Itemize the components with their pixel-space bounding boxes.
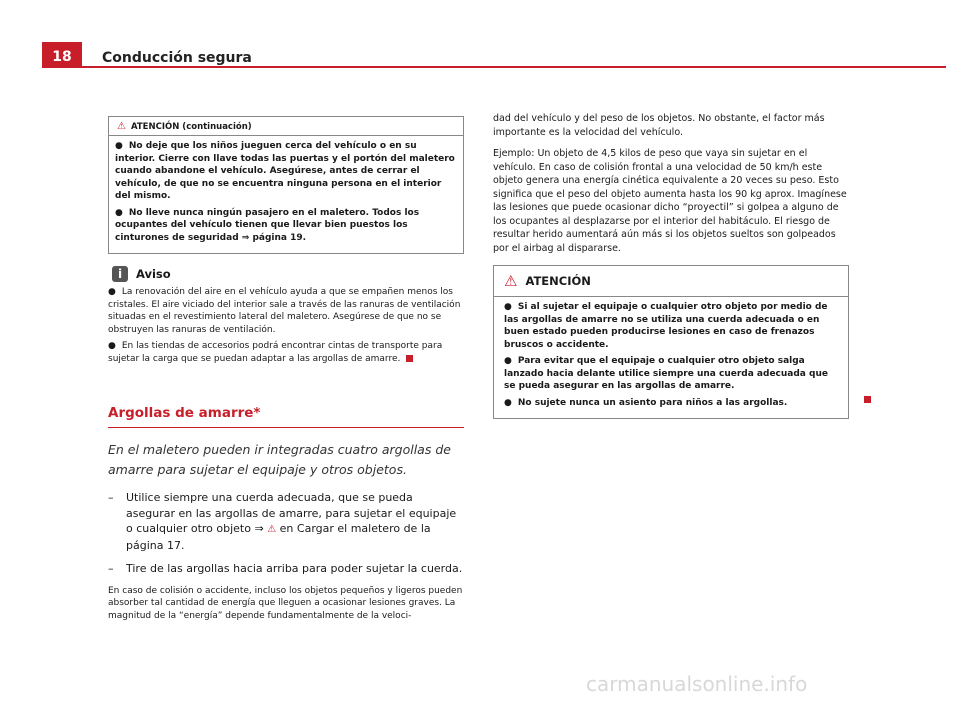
bullet-icon: ● xyxy=(108,287,116,297)
body-paragraph: dad del vehículo y del peso de los objetos. No obstante, el factor más importante es la velocidad del vehículo. xyxy=(493,113,825,138)
dash-icon: – xyxy=(108,491,114,504)
warning-triangle-icon: ⚠ xyxy=(117,121,126,132)
bullet-icon: ● xyxy=(115,207,123,218)
warning-item: ● Para evitar que el equipaje o cualquier otro objeto salga lanzado hacia delante utilice siempre una cuerda adecuada que se pueda asegurar en las argollas de amarre. xyxy=(504,356,828,391)
bullet-icon: ● xyxy=(504,302,512,312)
page-header-title: Conducción segura xyxy=(102,50,252,66)
dash-icon: – xyxy=(108,562,114,575)
section-intro: En el maletero pueden ir integradas cuatro argollas de amarre para sujetar el equipaje y otros objetos. xyxy=(108,442,451,477)
warning-title: ATENCIÓN xyxy=(525,274,591,288)
watermark: carmanualsonline.info xyxy=(586,672,808,696)
step-item: – Utilice siempre una cuerda adecuada, que se pueda asegurar en las argollas de amarre, para sujetar el equipaje o cualquier otro objeto ⇒ ⚠ en Cargar el maletero de la página 17. xyxy=(108,491,457,552)
warning-body xyxy=(494,297,848,418)
warning-title: ATENCIÓN (continuación) xyxy=(130,121,252,132)
page-number: 18 xyxy=(42,42,82,68)
warning-item: ● No deje que los niños jueguen cerca del vehículo o en su interior. Cierre con llave todas las puertas y el portón del maletero cuando abandone el vehículo. Asegúrese, antes de cerrar el vehículo, de que no se encuentra ninguna persona en el interior del mismo. xyxy=(115,141,455,201)
aviso-note xyxy=(108,266,464,365)
aviso-title: Aviso xyxy=(136,267,171,281)
warning-body xyxy=(109,136,463,253)
body-paragraph: En caso de colisión o accidente, incluso los objetos pequeños y ligeros pueden absorber tal cantidad de energía que lleguen a ocasionar lesiones graves. La magnitud de la “energía” depende fundamentalmente de la veloci- xyxy=(108,585,463,621)
aviso-item: ● En las tiendas de accesorios podrá encontrar cintas de transporte para sujetar la carga que se puedan adaptar a las argollas de amarre. xyxy=(108,341,443,364)
left-column xyxy=(108,116,464,622)
warning-header xyxy=(494,266,848,297)
info-icon: i xyxy=(112,266,128,282)
warning-item: ● No lleve nunca ningún pasajero en el maletero. Todos los ocupantes del vehículo tienen que llevar bien puestos los cinturones de seguridad ⇒ página 19. xyxy=(115,207,420,243)
end-marker-icon xyxy=(406,355,413,362)
body-paragraph: Ejemplo: Un objeto de 4,5 kilos de peso que vaya sin sujetar en el vehículo. En caso de colisión frontal a una velocidad de 50 km/h este objeto genera una energía cinética equivalente a 20 veces su peso. Esto significa que el peso del objeto aumenta hasta los 90 kg aprox. Imagínese las lesiones que puede ocasionar dicho “proyectil” si golpea a alguno de los ocupantes al desplazarse por el interior del habitáculo. El riesgo de resultar herido aumentará aún más si los objetos sueltos son golpeados por el airbag al dispararse. xyxy=(493,148,847,254)
warning-box xyxy=(493,265,849,419)
section-title: Argollas de amarre* xyxy=(108,405,464,428)
aviso-item: ● La renovación del aire en el vehículo ayuda a que se empañen menos los cristales. El aire viciado del interior sale a través de las ranuras de ventilación situadas en el revestimiento lateral del maletero. Asegúrese de que no se obstruyen las ranuras de ventilación. xyxy=(108,287,461,335)
bullet-icon: ● xyxy=(504,397,512,408)
bullet-icon: ● xyxy=(115,141,123,151)
warning-triangle-icon: ⚠ xyxy=(504,272,518,290)
end-marker-icon xyxy=(864,396,871,403)
aviso-header xyxy=(112,266,464,282)
header-rule xyxy=(82,66,946,68)
bullet-icon: ● xyxy=(108,341,116,351)
warning-box-continued xyxy=(108,116,464,254)
right-column xyxy=(493,112,849,419)
warning-item: ● Si al sujetar el equipaje o cualquier otro objeto por medio de las argollas de amarre no se utiliza una cuerda adecuada o en buen estado pueden producirse lesiones en caso de frenazos bruscos o accidente. xyxy=(504,302,828,350)
warning-header xyxy=(109,117,463,136)
bullet-icon: ● xyxy=(504,356,512,366)
step-item: – Tire de las argollas hacia arriba para poder sujetar la cuerda. xyxy=(108,562,463,575)
warning-item: ● No sujete nunca un asiento para niños a las argollas. xyxy=(504,397,788,408)
warning-triangle-icon: ⚠ xyxy=(267,524,277,535)
